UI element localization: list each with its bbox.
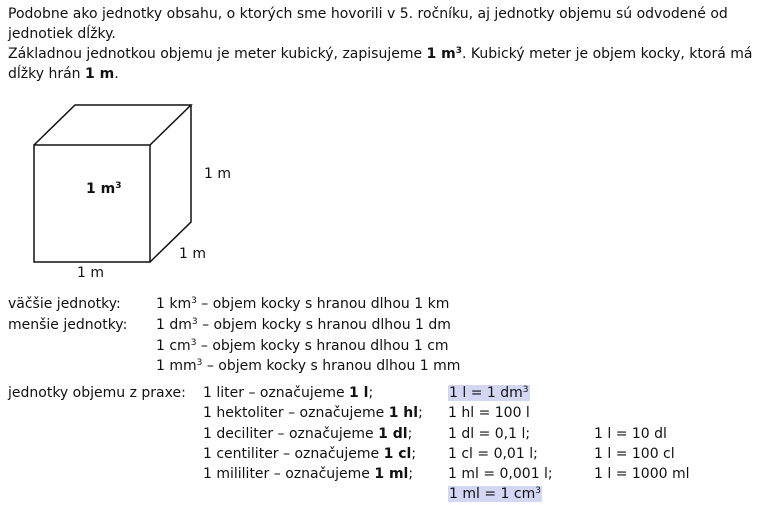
practice-row-milliliter: 1 mililiter – označujeme 1 ml; [203, 466, 414, 482]
intro-text [8, 4, 753, 84]
intro-paragraph-2: Základnou jednotkou objemu je meter kubický, zapisujeme 1 $m^3$. Kubický meter je objem kocky, ktorá má dĺžky hrán 1 m. [8, 46, 753, 82]
cube-face-label: 1 $m^3$ [86, 181, 122, 197]
practice-units-label: jednotky objemu z praxe: [8, 385, 186, 401]
unit-cm3: 1 $cm^3$ – objem kocky s hranou dlhou 1 cm [156, 338, 449, 354]
smaller-units-label: menšie jednotky: [8, 317, 128, 333]
cube-edge-depth-label: 1 m [179, 246, 206, 262]
conversion-ml-cm3: 1 ml = 1 $cm^3$ [449, 486, 541, 502]
practice-row-centiliter: 1 centiliter – označujeme 1 cl; [203, 446, 417, 462]
cube-side-face [150, 105, 191, 262]
unit-dm3: 1 $dm^3$ – objem kocky s hranou dlhou 1 dm [156, 317, 451, 333]
conversion-milliliter: 1 ml = 0,001 l; [448, 466, 553, 482]
conversion-centiliter-extra: 1 l = 100 cl [594, 446, 675, 462]
larger-units-label: väčšie jednotky: [8, 296, 121, 312]
unit-km3: 1 $km^3$ – objem kocky s hranou dlhou 1 km [156, 296, 450, 312]
conversion-milliliter-extra: 1 l = 1000 ml [594, 466, 690, 482]
cube-diagram [20, 104, 250, 288]
unit-m: 1 m [85, 66, 115, 82]
unit-m3: 1 $m^3$ [426, 46, 462, 62]
cube-top-face [34, 105, 191, 145]
intro-paragraph-1: Podobne ako jednotky obsahu, o ktorých sme hovorili v 5. ročníku, aj jednotky objemu sú odvodené od jednotiek dĺžky. [8, 6, 728, 42]
practice-row-deciliter: 1 deciliter – označujeme 1 dl; [203, 426, 413, 442]
practice-row-liter: 1 liter – označujeme 1 l; [203, 385, 374, 401]
practice-row-hectoliter: 1 hektoliter – označujeme 1 hl; [203, 405, 423, 421]
cube-edge-bottom-label: 1 m [77, 265, 104, 281]
conversion-deciliter-extra: 1 l = 10 dl [594, 426, 667, 442]
conversion-hectoliter: 1 hl = 100 l [448, 405, 530, 421]
conversion-liter: 1 l = 1 $dm^3$ [449, 385, 529, 401]
cube-edge-right-label: 1 m [204, 166, 231, 182]
unit-mm3: 1 $mm^3$ – objem kocky s hranou dlhou 1 mm [156, 358, 461, 374]
conversion-centiliter: 1 cl = 0,01 l; [448, 446, 538, 462]
cube-front-face [34, 145, 150, 262]
conversion-deciliter: 1 dl = 0,1 l; [448, 426, 531, 442]
